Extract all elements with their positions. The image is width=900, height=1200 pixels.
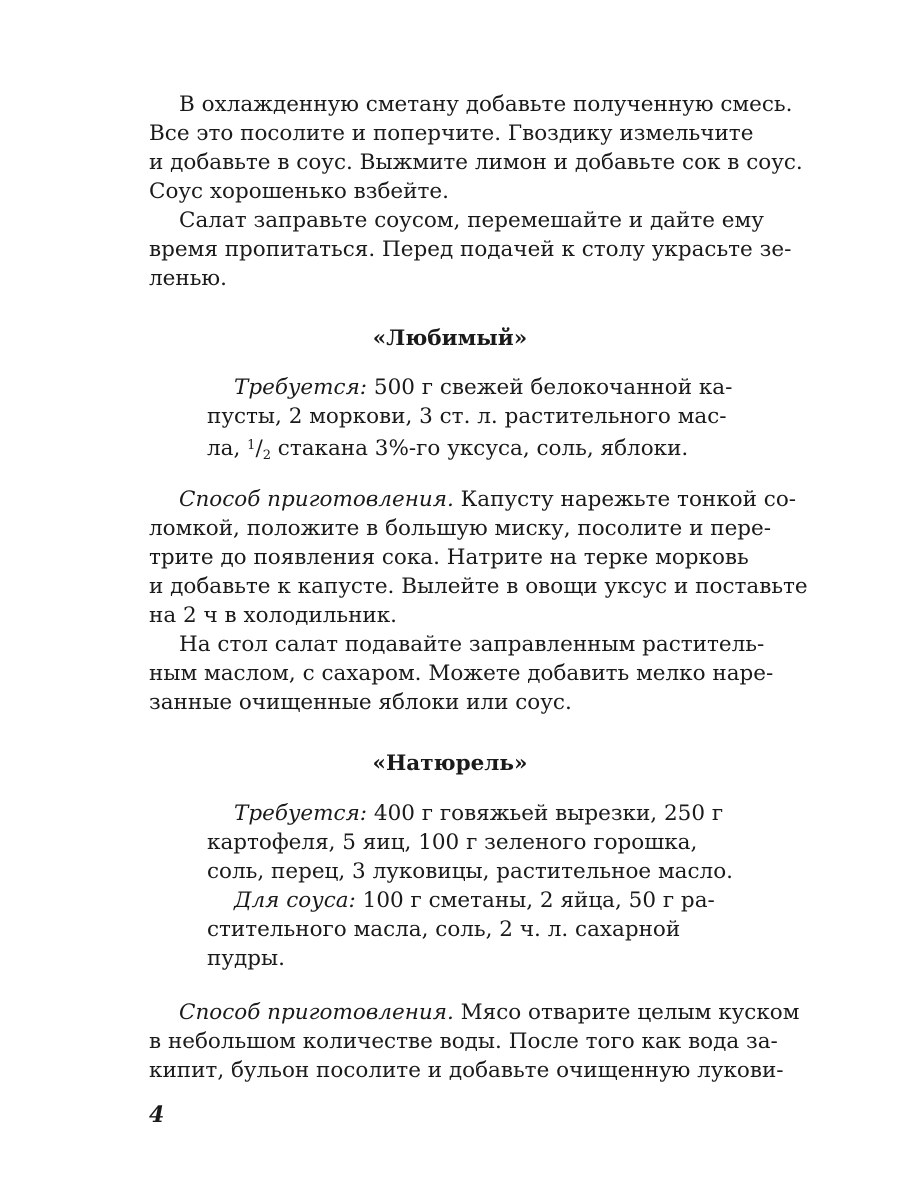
sauce-text: 100 г сметаны, 2 яйца, 50 г ра-: [355, 888, 715, 913]
text-line: [207, 431, 688, 470]
text-line: ленью.: [149, 266, 227, 291]
fraction-slash: /: [255, 436, 263, 461]
text-line: время пропитаться. Перед подачей к столу украсьте зе-: [149, 237, 792, 262]
text-line: пусты, 2 моркови, 3 ст. л. растительного мас-: [207, 404, 727, 429]
text-line: на 2 ч в холодильник.: [149, 603, 398, 628]
text-line: [179, 485, 797, 514]
page-number: 4: [149, 1102, 165, 1128]
fraction-numerator: 1: [247, 438, 256, 453]
text-line: трите до появления сока. Натрите на терке морковь: [149, 545, 749, 570]
text-line: ломкой, положите в большую миску, посолите и пере-: [149, 516, 772, 541]
text-line: Соус хорошенько взбейте.: [149, 179, 449, 204]
ingredients-text: ла,: [207, 436, 248, 461]
text-line: Все это посолите и поперчите. Гвоздику измельчите: [149, 121, 754, 146]
text-line: В охлажденную сметану добавьте полученную смесь.: [179, 92, 793, 117]
ingredients-text: 500 г свежей белокочанной ка-: [367, 375, 733, 400]
recipe-title: «Натюрель»: [372, 751, 528, 776]
text-line: На стол салат подавайте заправленным раститель-: [179, 632, 765, 657]
text-line: картофеля, 5 яиц, 100 г зеленого горошка,: [207, 830, 698, 855]
text-line: и добавьте к капусте. Вылейте в овощи уксус и поставьте: [149, 574, 808, 599]
text-line: занные очищенные яблоки или соус.: [149, 690, 572, 715]
ingredients-text: 400 г говяжьей вырезки, 250 г: [367, 801, 724, 826]
text-line: Салат заправьте соусом, перемешайте и дайте ему: [179, 208, 764, 233]
text-line: в небольшом количестве воды. После того как вода за-: [149, 1029, 778, 1054]
text-line: пудры.: [207, 946, 285, 971]
method-text: Капусту нарежьте тонкой со-: [453, 487, 797, 512]
text-line: соль, перец, 3 луковицы, растительное масло.: [207, 859, 733, 884]
text-line: [234, 799, 724, 828]
text-line: ным маслом, с сахаром. Можете добавить мелко наре-: [149, 661, 774, 686]
method-label: Способ приготовления.: [179, 1000, 454, 1025]
ingredients-label: Требуется:: [234, 375, 368, 400]
sauce-label: Для соуса:: [234, 888, 356, 913]
text-line: кипит, бульон посолите и добавьте очищенную лукови-: [149, 1058, 784, 1083]
ingredients-label: Требуется:: [234, 801, 368, 826]
text-line: и добавьте в соус. Выжмите лимон и добавьте сок в соус.: [149, 150, 803, 175]
text-line: стительного масла, соль, 2 ч. л. сахарной: [207, 917, 681, 942]
text-line: [234, 373, 733, 402]
fraction-denominator: 2: [262, 448, 271, 463]
recipe-title: «Любимый»: [372, 326, 528, 351]
method-text: Мясо отварите целым куском: [453, 1000, 800, 1025]
text-line: [179, 998, 800, 1027]
method-label: Способ приготовления.: [179, 487, 454, 512]
ingredients-text: стакана 3%-го уксуса, соль, яблоки.: [270, 436, 689, 461]
text-line: [234, 886, 715, 915]
